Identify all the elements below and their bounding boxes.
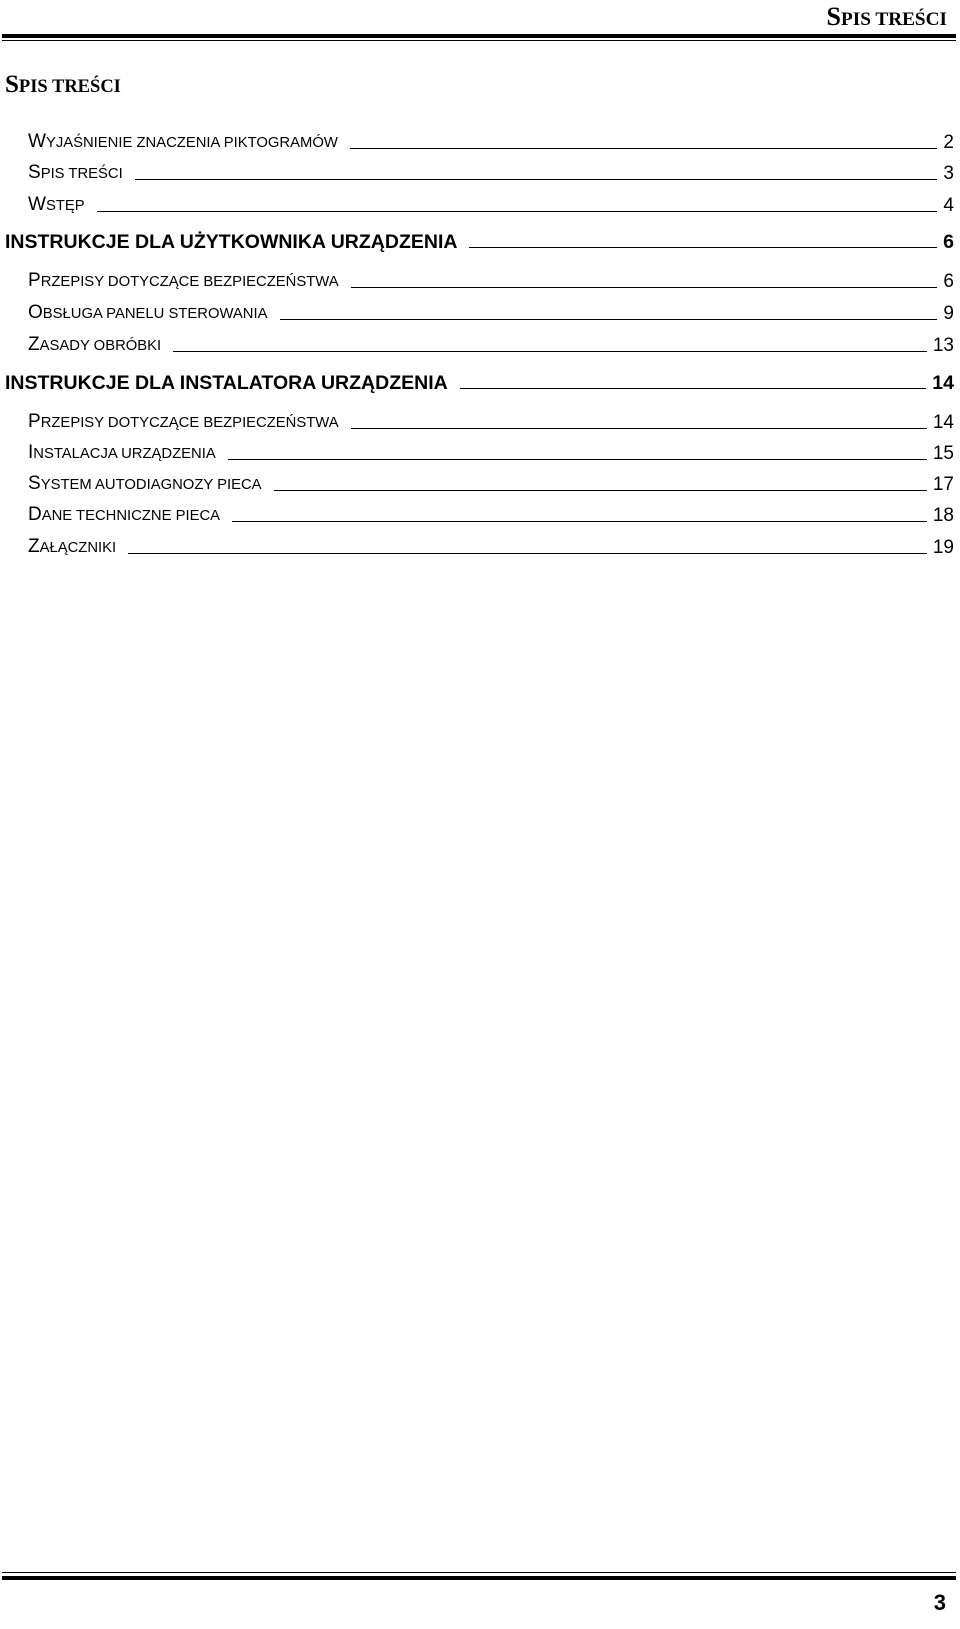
toc-leader-line [228, 459, 927, 460]
toc-leader-line [128, 553, 927, 554]
toc-entry-page: 6 [943, 231, 954, 253]
toc-entry-page: 17 [932, 474, 954, 495]
toc-leader-line [350, 148, 938, 149]
running-header-cap: S [826, 2, 841, 31]
page-title-rest: PIS TREŚCI [18, 77, 121, 97]
running-header-title [827, 2, 947, 35]
toc-entry[interactable] [28, 297, 954, 325]
toc-entry-page: 14 [932, 372, 954, 394]
toc-entry-page: 9 [943, 303, 954, 324]
toc-entry[interactable] [28, 157, 954, 185]
toc-entry-label: INSTALACJA URZĄDZENIA [28, 442, 216, 463]
toc-entry[interactable] [28, 499, 954, 527]
toc-entry-page: 6 [943, 271, 954, 292]
footer-page-number: 3 [933, 1590, 946, 1615]
toc-entry[interactable] [28, 406, 954, 434]
toc-leader-line [351, 428, 927, 429]
toc-entry-label: WSTĘP [28, 194, 85, 215]
toc-entry-label: INSTRUKCJE DLA UŻYTKOWNIKA URZĄDZENIA [5, 231, 458, 253]
toc-entry[interactable] [28, 329, 954, 357]
toc-entry-label: PRZEPISY DOTYCZĄCE BEZPIECZEŃSTWA [28, 270, 339, 291]
toc-leader-line [135, 179, 938, 180]
toc-entry-label: PRZEPISY DOTYCZĄCE BEZPIECZEŃSTWA [28, 411, 339, 432]
page-title [5, 70, 121, 102]
toc-leader-line [280, 319, 938, 320]
toc-entry-page: 14 [932, 412, 954, 433]
toc-leader-line [232, 521, 927, 522]
toc-leader-line [97, 211, 938, 212]
toc-entry-label: INSTRUKCJE DLA INSTALATORA URZĄDZENIA [5, 372, 448, 394]
running-header-rest: PIS TREŚCI [840, 9, 947, 30]
toc-entry-chapter[interactable] [5, 225, 954, 253]
toc-entry-label: SYSTEM AUTODIAGNOZY PIECA [28, 473, 262, 494]
toc-leader-line [351, 287, 938, 288]
toc-leader-line [274, 490, 927, 491]
toc-leader-line [173, 351, 927, 352]
header-rule-thick [2, 34, 956, 38]
footer-rule-thick [2, 1576, 956, 1580]
header-rule-thin [2, 40, 956, 41]
toc-entry[interactable] [28, 265, 954, 293]
page-title-cap: S [5, 71, 19, 98]
toc-entry[interactable] [28, 189, 954, 217]
toc-entry-page: 15 [932, 443, 954, 464]
toc-entry-label: ZASADY OBRÓBKI [28, 334, 162, 355]
toc-entry[interactable] [28, 468, 954, 496]
toc-entry[interactable] [28, 531, 954, 559]
toc-entry-page: 19 [932, 537, 954, 558]
toc-entry-label: DANE TECHNICZNE PIECA [28, 504, 221, 525]
toc-entry-page: 18 [932, 505, 954, 526]
toc-entry-page: 2 [943, 132, 954, 153]
toc-entry-chapter[interactable] [5, 366, 954, 394]
toc-entry[interactable] [28, 126, 954, 154]
toc-entry-page: 4 [943, 195, 954, 216]
toc-entry-label: SPIS TREŚCI [28, 162, 123, 183]
toc-leader-line [460, 388, 927, 389]
toc-entry[interactable] [28, 437, 954, 465]
toc-entry-label: ZAŁĄCZNIKI [28, 536, 117, 557]
footer-rule-thin [2, 1572, 956, 1573]
toc-entry-label: WYJAŚNIENIE ZNACZENIA PIKTOGRAMÓW [28, 131, 338, 152]
toc-leader-line [469, 247, 937, 248]
toc-entry-page: 13 [932, 335, 954, 356]
toc-entry-label: OBSŁUGA PANELU STEROWANIA [28, 302, 268, 323]
toc-entry-page: 3 [943, 163, 954, 184]
